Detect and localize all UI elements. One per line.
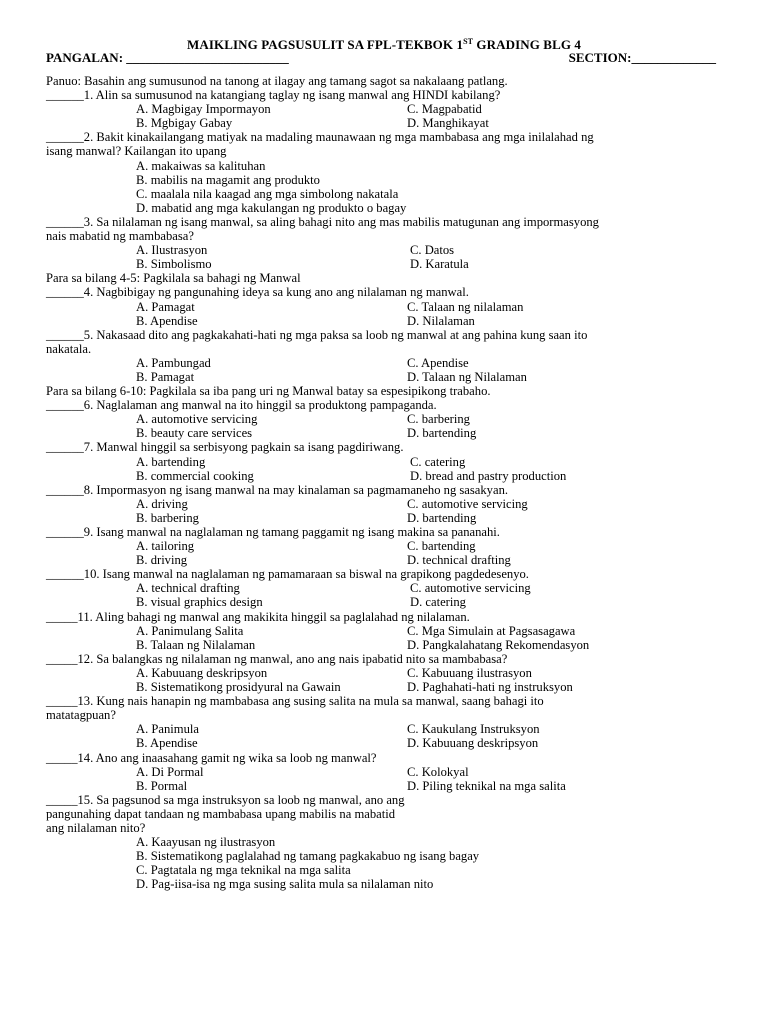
question-text-cont: pangunahing dapat tandaan ng mambabasa upang mabilis na mabatid [46, 806, 396, 821]
choice-d: D. Kabuuang deskripsyon [407, 736, 539, 751]
question-6 [46, 398, 726, 440]
choice-b: B. Pormal [136, 778, 188, 793]
choice-d: D. bartending [407, 510, 477, 525]
choice-c: C. Kolokyal [407, 764, 469, 779]
choice-d: D. bread and pastry production [410, 468, 567, 483]
question-1 [46, 88, 726, 130]
question-text: _____12. Sa balangkas ng nilalaman ng manwal, ano ang nais ipabatid nito sa mambabasa? [46, 651, 508, 666]
choice-d: D. Pangkalahatang Rekomendasyon [407, 637, 590, 652]
choice-d: D. Paghahati-hati ng instruksyon [407, 680, 573, 695]
choices [46, 102, 726, 130]
choice-b: B. mabilis na magamit ang produkto [136, 172, 320, 187]
choice-b: B. Sistematikong paglalahad ng tamang pagkakabuo ng isang bagay [136, 849, 480, 864]
title-end-text: GRADING BLG 4 [473, 37, 582, 52]
question-15 [46, 793, 726, 892]
question-text: ______3. Sa nilalaman ng isang manwal, sa aling bahagi nito ang mas mabilis matugunan ang impormasyong [46, 214, 599, 229]
choices [46, 243, 726, 271]
choice-a: A. Kaayusan ng ilustrasyon [136, 835, 276, 850]
question-text: _____13. Kung nais hanapin ng mambabasa ang susing salita na mula sa manwal, saang bahagi ito [46, 694, 544, 709]
choice-b: B. Mgbigay Gabay [136, 116, 233, 131]
choice-a: A. makaiwas sa kalituhan [136, 158, 266, 173]
choices [46, 624, 726, 652]
question-14 [46, 751, 726, 793]
question-4 [46, 285, 726, 327]
choice-c: C. catering [410, 454, 466, 469]
choice-b: B. driving [136, 553, 188, 568]
question-8 [46, 483, 726, 525]
choice-a: A. Pambungad [136, 355, 211, 370]
choice-a: A. automotive servicing [136, 412, 258, 427]
choice-d: D. Talaan ng Nilalaman [407, 369, 527, 384]
choices [46, 722, 726, 750]
question-text: ______7. Manwal hinggil sa serbisyong pagkain sa isang pagdiriwang. [46, 440, 404, 455]
question-text-cont: nakatala. [46, 341, 92, 356]
title-main-text: MAIKLING PAGSUSULIT SA FPL-TEKBOK 1 [186, 37, 464, 52]
question-text-cont: isang manwal? Kailangan ito upang [46, 144, 227, 159]
question-5 [46, 328, 726, 384]
question-text: ______6. Naglalaman ang manwal na ito hinggil sa produktong pampaganda. [46, 398, 437, 413]
choice-d: D. mabatid ang mga kakulangan ng produkto o bagay [136, 200, 407, 215]
choice-c: C. Kaukulang Instruksyon [407, 722, 540, 737]
choice-a: A. driving [136, 496, 188, 511]
question-7 [46, 440, 726, 482]
section-heading-6-10: Para sa bilang 6-10: Pagkilala sa iba pang uri ng Manwal batay sa espesipikong trabaho. [46, 384, 491, 399]
choices [46, 497, 726, 525]
choices [46, 356, 726, 384]
choice-c: C. Talaan ng nilalaman [407, 299, 524, 314]
choice-d: D. Karatula [410, 257, 469, 272]
choice-c: C. barbering [407, 412, 470, 427]
choice-d: D. Nilalaman [407, 313, 475, 328]
choices [46, 666, 726, 694]
choice-d: D. Pag-iisa-isa ng mga susing salita mula sa nilalaman nito [136, 877, 434, 892]
choice-b: B. Apendise [136, 736, 198, 751]
choice-a: A. Magbigay Impormayon [136, 102, 271, 117]
question-13 [46, 694, 726, 750]
choice-b: B. commercial cooking [136, 468, 254, 483]
choice-a: A. Ilustrasyon [136, 243, 208, 258]
choices [46, 581, 726, 609]
question-text: ______9. Isang manwal na naglalaman ng tamang paggamit ng isang makina sa pananahi. [46, 525, 500, 539]
choice-b: B. Simbolismo [136, 257, 212, 272]
question-text-cont: nais mabatid ng mambabasa? [46, 229, 194, 244]
choice-c: C. Mga Simulain at Pagsasagawa [407, 623, 576, 638]
question-text: _____15. Sa pagsunod sa mga instruksyon sa loob ng manwal, ano ang [46, 792, 405, 807]
question-text: ______8. Impormasyon ng isang manwal na may kinalaman sa pagmamaneho ng sasakyan. [46, 482, 509, 497]
choice-c: C. Magpabatid [407, 102, 482, 117]
choices [46, 300, 726, 328]
choices [46, 412, 726, 440]
question-text-cont: matatagpuan? [46, 708, 116, 723]
choice-c: C. Datos [410, 243, 455, 258]
instructions: Panuo: Basahin ang sumusunod na tanong at ilagay ang tamang sagot sa nakalaang patlang. [46, 74, 508, 88]
question-text: ______4. Nagbibigay ng pangunahing ideya sa kung ano ang nilalaman ng manwal. [46, 285, 469, 300]
choice-d: D. Manghikayat [407, 116, 489, 131]
question-text: ______1. Alin sa sumusunod na katangiang taglay ng isang manwal ang HINDI kabilang? [46, 88, 501, 103]
section-field-label: SECTION:_____________ [568, 50, 716, 65]
choice-a: A. Panimulang Salita [136, 623, 244, 638]
question-3 [46, 215, 726, 271]
choice-c: C. automotive servicing [407, 496, 528, 511]
choice-a: A. bartending [136, 454, 206, 469]
choice-b: B. Apendise [136, 313, 198, 328]
choice-d: D. Piling teknikal na mga salita [407, 778, 566, 793]
choice-a: A. technical drafting [136, 581, 240, 596]
choice-c: C. automotive servicing [410, 581, 531, 596]
question-10 [46, 567, 726, 609]
choices [46, 765, 726, 793]
choice-b: B. Pamagat [136, 369, 195, 384]
question-text: ______10. Isang manwal na naglalaman ng pamamaraan sa biswal na grapikong pagdedesenyo. [46, 567, 529, 582]
question-2 [46, 130, 726, 215]
question-11 [46, 610, 726, 652]
choice-d: D. bartending [407, 426, 477, 441]
choice-a: A. Pamagat [136, 299, 195, 314]
choice-c: C. Pagtatala ng mga teknikal na mga salita [136, 863, 351, 878]
choice-b: B. barbering [136, 510, 199, 525]
title-superscript: ST [463, 37, 474, 46]
choice-b: B. visual graphics design [136, 595, 263, 610]
choice-c: C. Apendise [407, 355, 469, 370]
choice-c: C. bartending [407, 539, 476, 554]
question-12 [46, 652, 726, 694]
choice-a: A. Panimula [136, 722, 199, 737]
choice-d: D. catering [410, 595, 466, 610]
choice-c: C. maalala nila kaagad ang mga simbolong nakatala [136, 186, 399, 201]
choice-a: A. tailoring [136, 539, 195, 554]
question-9 [46, 525, 726, 567]
choices [46, 455, 726, 483]
name-field-label: PANGALAN: _________________________ [46, 50, 289, 65]
choice-d: D. technical drafting [407, 553, 511, 568]
choice-a: A. Di Pormal [136, 764, 204, 779]
choice-b: B. Talaan ng Nilalaman [136, 637, 256, 652]
section-heading-4-5: Para sa bilang 4-5: Pagkilala sa bahagi ng Manwal [46, 271, 301, 286]
choice-c: C. Kabuuang ilustrasyon [407, 665, 532, 680]
choice-a: A. Kabuuang deskripsyon [136, 665, 268, 680]
choices [46, 539, 726, 567]
choice-b: B. Sistematikong prosidyural na Gawain [136, 680, 341, 695]
question-text-cont: ang nilalaman nito? [46, 820, 146, 835]
choice-b: B. beauty care services [136, 426, 253, 441]
question-text: _____11. Aling bahagi ng manwal ang makikita hinggil sa paglalahad ng nilalaman. [46, 609, 470, 624]
quiz-content [46, 74, 726, 891]
question-text: ______2. Bakit kinakailangang matiyak na madaling maunawaan ng mga mambabasa ang mga inilalahad ng [46, 130, 594, 145]
question-text: _____14. Ano ang inaasahang gamit ng wika sa loob ng manwal? [46, 750, 377, 765]
question-text: ______5. Nakasaad dito ang pagkakahati-hati ng mga paksa sa loob ng manwal at ang pahina kung saan ito [46, 327, 588, 342]
